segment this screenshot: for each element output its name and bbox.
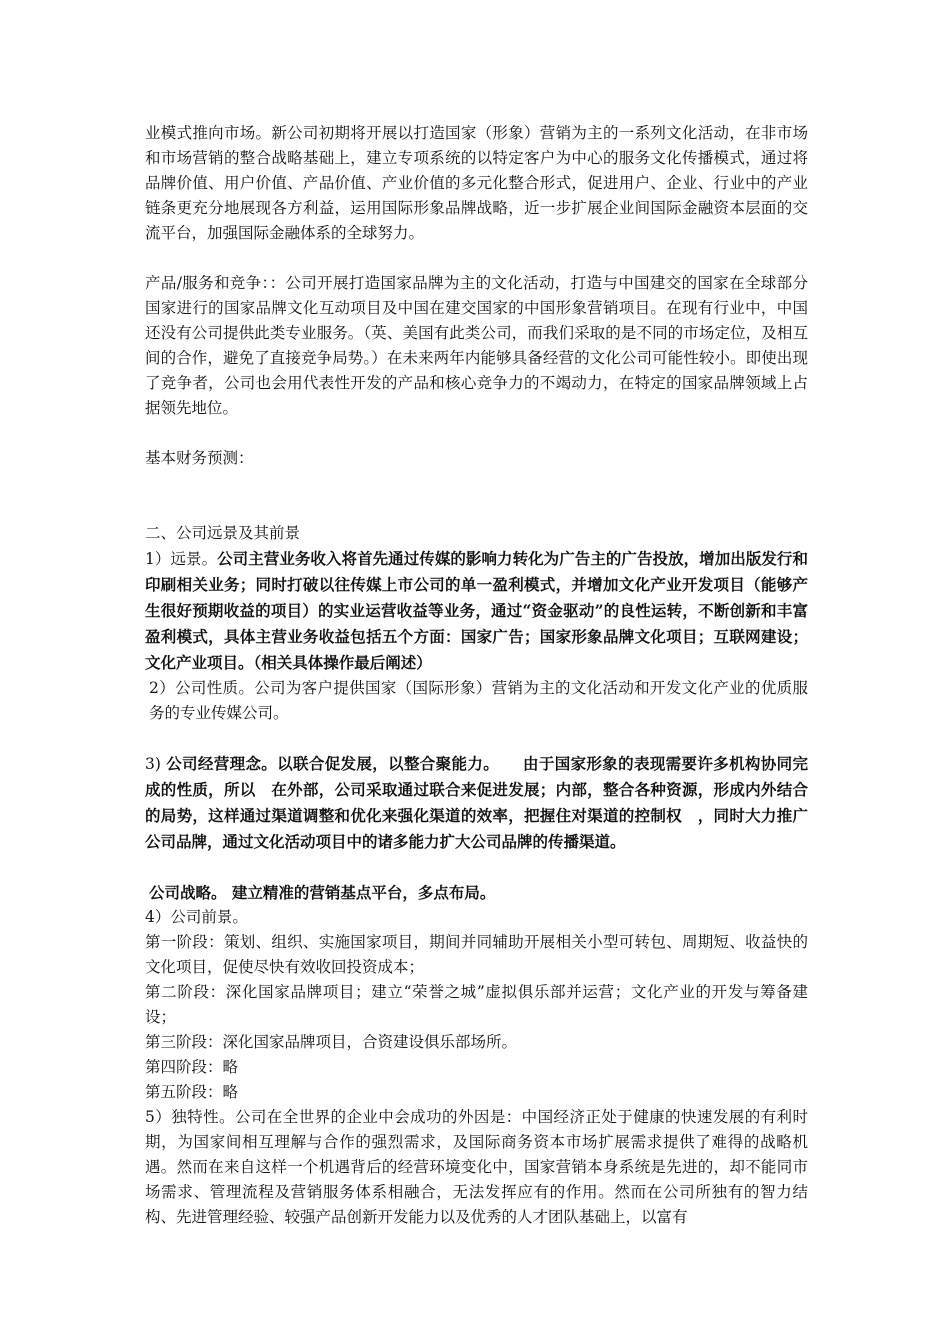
vision-label: 1）远景。 — [145, 550, 218, 568]
paragraph-prospects-heading: 4）公司前景。 — [145, 908, 248, 926]
blank-line — [145, 471, 808, 521]
paragraph-uniqueness: 5）独特性。公司在全世界的企业中会成功的外因是：中国经济正处于健康的快速发展的有利时期，为国家间相互理解与合作的强烈需求，及国际商务资本市场扩展需求提供了难得的战略机遇。然而在来自这样一个机遇背后的经营环境变化中，国家营销本身系统是先进的，却不能同市场需求、管理流程及营销服务体系相融合，无法发挥应有的作用。然而在公司所独有的智力结构、先进管理经验、较强产品创新开发能力以及优秀的人才团队基础上，以富有 — [145, 1108, 808, 1226]
paragraph-stage-1: 第一阶段：策划、组织、实施国家项目，期间并同辅助开展相关小型可转包、周期短、收益快的文化项目，促使尽快有效收回投资成本； — [145, 933, 808, 976]
blank-line — [145, 246, 808, 271]
paragraph-products-competition: 产品/服务和竞争：：公司开展打造国家品牌为主的文化活动，打造与中国建交的国家在全球部分国家进行的国家品牌文化互动项目及中国在建交国家的中国形象营销项目。在现有行业中，中国还没有公司提供此类专业服务。（英、美国有此类公司，而我们采取的是不同的市场定位，及相互间的合作，避免了直接竞争局势。）在未来两年内能够具备经营的文化公司可能性较小。即使出现了竞争者，公司也会用代表性开发的产品和核心竞争力的不竭动力，在特定的国家品牌领域上占据领先地位。 — [145, 274, 808, 417]
blank-line — [145, 855, 808, 880]
paragraph-company-nature: 2）公司性质。公司为客户提供国家（国际形象）营销为主的文化活动和开发文化产业的优质服务的专业传媒公司。 — [149, 679, 808, 722]
vision-text: 公司主营业务收入将首先通过传媒的影响力转化为广告主的广告投放，增加出版发行和印刷相关业务；同时打破以往传媒上市公司的单一盈利模式，并增加文化产业开发项目（能够产生很好预期收益的项目）的实业运营收益等业务，通过“资金驱动”的良性运转，不断创新和丰富盈利模式，具体主营业务收益包括五个方面：国家广告；国家形象品牌文化项目；互联网建设；文化产业项目。（相关具体操作最后阐述） — [145, 549, 808, 672]
section-heading-vision-prospects: 二、公司远景及其前景 — [145, 524, 301, 542]
paragraph-business-model: 业模式推向市场。新公司初期将开展以打造国家（形象）营销为主的一系列文化活动，在非市场和市场营销的整合战略基础上，建立专项系统的以特定客户为中心的服务文化传播模式，通过将品牌价值、用户价值、产品价值、产业价值的多元化整合形式，促进用户、企业、行业中的产业链条更充分地展现各方利益，运用国际形象品牌战略，近一步扩展企业间国际金融资本层面的交流平台，加强国际金融体系的全球努力。 — [145, 124, 808, 242]
paragraph-stage-2: 第二阶段：深化国家品牌项目；建立“荣誉之城”虚拟俱乐部并运营；文化产业的开发与筹备建设； — [145, 983, 808, 1026]
paragraph-financial-forecast: 基本财务预测： — [145, 449, 254, 467]
paragraph-stage-3: 第三阶段：深化国家品牌项目，合资建设俱乐部场所。 — [145, 1033, 518, 1051]
paragraph-strategy: 公司战略。 建立精准的营销基点平台，多点布局。 — [149, 883, 496, 902]
document-body — [145, 121, 808, 1230]
philosophy-label: 3) — [145, 755, 167, 773]
paragraph-philosophy — [145, 751, 808, 855]
philosophy-text: 公司经营理念。以联合促发展，以整合聚能力。 由于国家形象的表现需要许多机构协同完成的性质，所以 在外部，公司采取通过联合来促进发展；内部，整合各种资源，形成内外结合的局势，这样通过渠道调整和优化来强化渠道的效率，把握住对渠道的控制权 ，同时大力推广公司品牌，通过文化活动项目中的诸多能力扩大公司品牌的传播渠道。 — [145, 754, 808, 851]
blank-line — [145, 421, 808, 446]
paragraph-stage-5: 第五阶段：略 — [145, 1083, 239, 1101]
paragraph-stage-4: 第四阶段：略 — [145, 1058, 239, 1076]
paragraph-vision — [145, 546, 808, 676]
blank-line — [145, 726, 808, 751]
